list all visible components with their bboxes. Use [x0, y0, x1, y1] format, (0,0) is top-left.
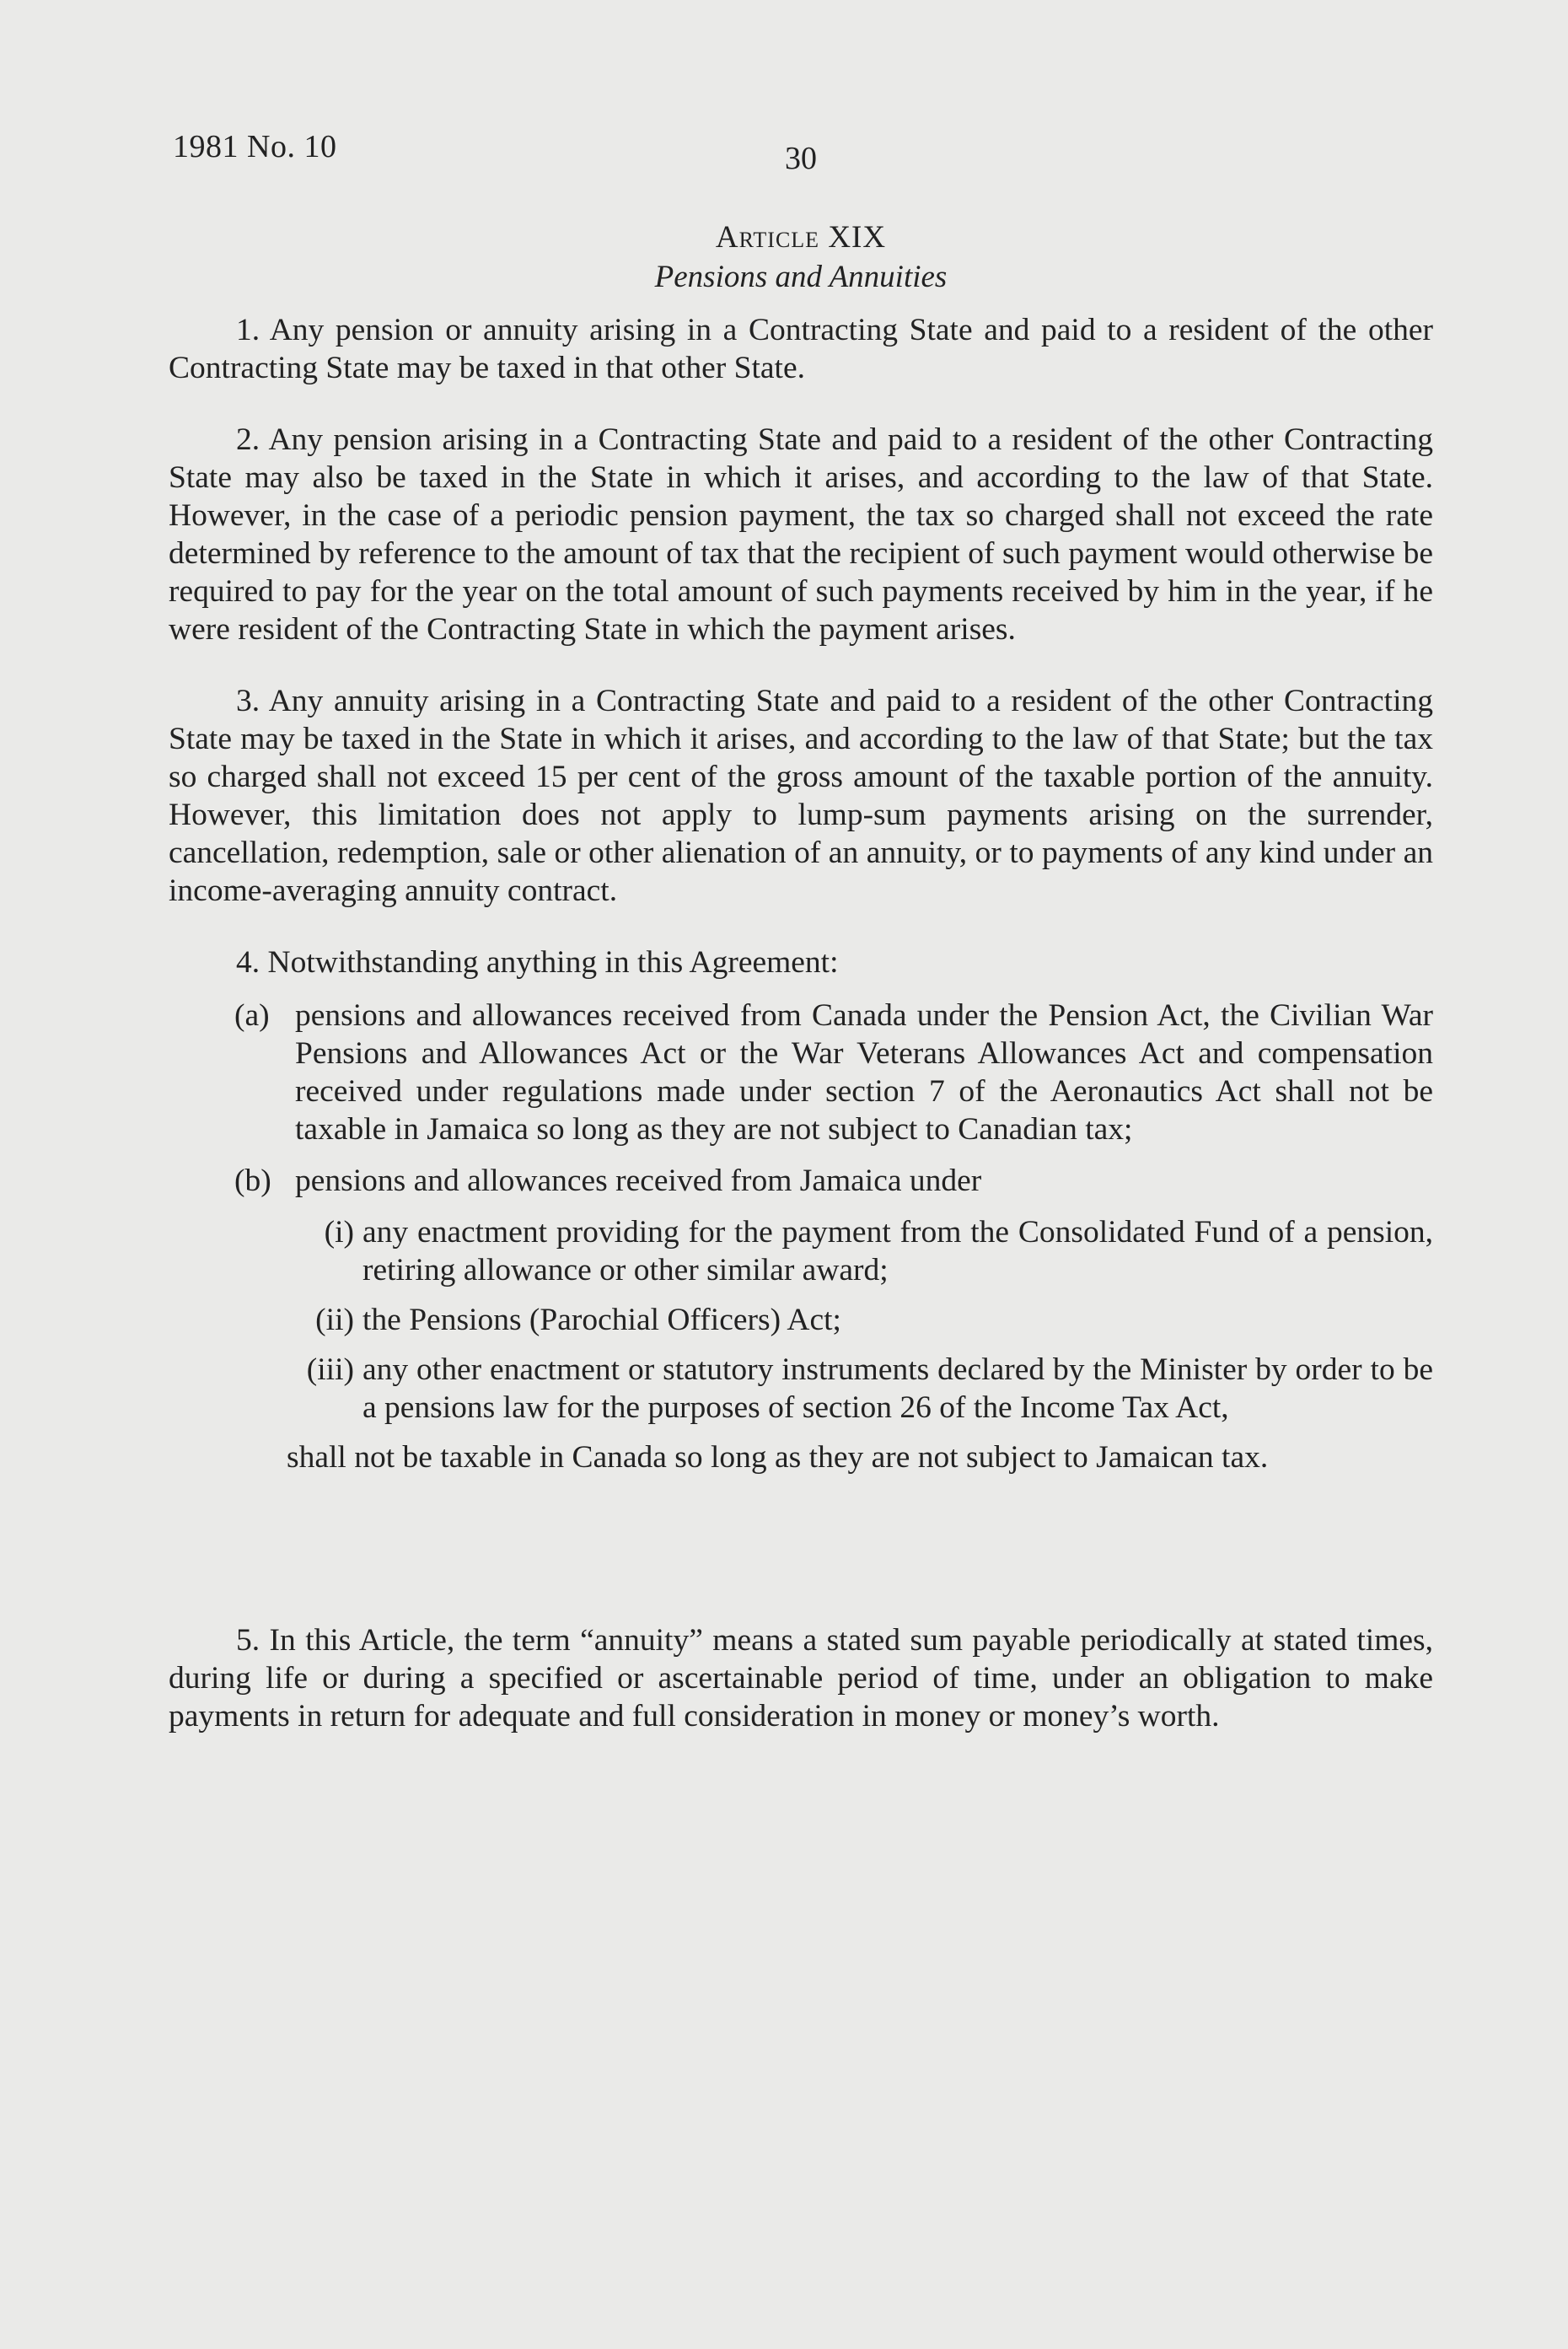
- paragraph-4-intro: 4. Notwithstanding anything in this Agreement:: [236, 945, 839, 980]
- article-body: [169, 215, 1433, 1769]
- item-label: (a): [234, 998, 270, 1033]
- paragraph-4b-ii: [169, 1301, 1433, 1339]
- statute-reference: 1981 No. 10: [173, 129, 337, 164]
- subitem-label: (i): [324, 1215, 354, 1250]
- paragraph-1: 1. Any pension or annuity arising in a Contracting State and paid to a resident of the other Contracting State may be taxed in that other State.: [169, 313, 1433, 385]
- subitem-text: any enactment providing for the payment from the Consolidated Fund of a pension, retiring allowance or other similar award;: [362, 1215, 1433, 1287]
- paragraph-4b-iii: [169, 1351, 1433, 1427]
- item-text: pensions and allowances received from Canada under the Pension Act, the Civilian War Pensions and Allowances Act or the War Veterans Allowances Act and compensation received under regulations made under section 7 of the Aeronautics Act shall not be taxable in Jamaica so long as they are not subject to Canadian tax;: [295, 998, 1433, 1147]
- paragraph-4a: [169, 997, 1433, 1148]
- subitem-label: (ii): [315, 1303, 354, 1337]
- subitem-label: (iii): [306, 1352, 354, 1387]
- paragraph-2: 2. Any pension arising in a Contracting State and paid to a resident of the other Contracting State may also be taxed in the State in which it arises, and according to the law of that State. However, in the case of a periodic pension payment, the tax so charged shall not exceed the rate determined by reference to the amount of tax that the recipient of such payment would otherwise be required to pay for the year on the total amount of such payments received by him in the year, if he were resident of the Contracting State in which the payment arises.: [169, 422, 1433, 647]
- paragraph-4-closing: shall not be taxable in Canada so long as they are not subject to Jamaican tax.: [287, 1440, 1269, 1475]
- paragraph-4b: [169, 1162, 1433, 1200]
- subitem-text: the Pensions (Parochial Officers) Act;: [362, 1303, 841, 1337]
- paragraph-4b-i: [169, 1213, 1433, 1289]
- article-subtitle: Pensions and Annuities: [654, 260, 948, 294]
- paragraph-5: 5. In this Article, the term “annuity” means a stated sum payable periodically at stated times, during life or during a specified or ascertainable period of time, under an obligation to make payments in return for adequate and full consideration in money or money’s worth.: [169, 1623, 1433, 1734]
- article-title-word: Article: [715, 220, 820, 255]
- page-header: [173, 128, 1437, 179]
- article-title: [169, 218, 1433, 256]
- item-label: (b): [234, 1164, 271, 1198]
- article-title-numeral: XIX: [828, 220, 887, 255]
- item-text: pensions and allowances received from Jamaica under: [295, 1164, 982, 1198]
- paragraph-3: 3. Any annuity arising in a Contracting State and paid to a resident of the other Contracting State may be taxed in the State in which it arises, and according to the law of that State; but the tax so charged shall not exceed 15 per cent of the gross amount of the taxable portion of the annuity. However, this limitation does not apply to lump-sum payments arising on the surrender, cancellation, redemption, sale or other alienation of an annuity, or to payments of any kind under an income-averaging annuity contract.: [169, 684, 1433, 908]
- subitem-text: any other enactment or statutory instruments declared by the Minister by order to be a pensions law for the purposes of section 26 of the Income Tax Act,: [362, 1352, 1433, 1425]
- page-number: 30: [785, 141, 817, 176]
